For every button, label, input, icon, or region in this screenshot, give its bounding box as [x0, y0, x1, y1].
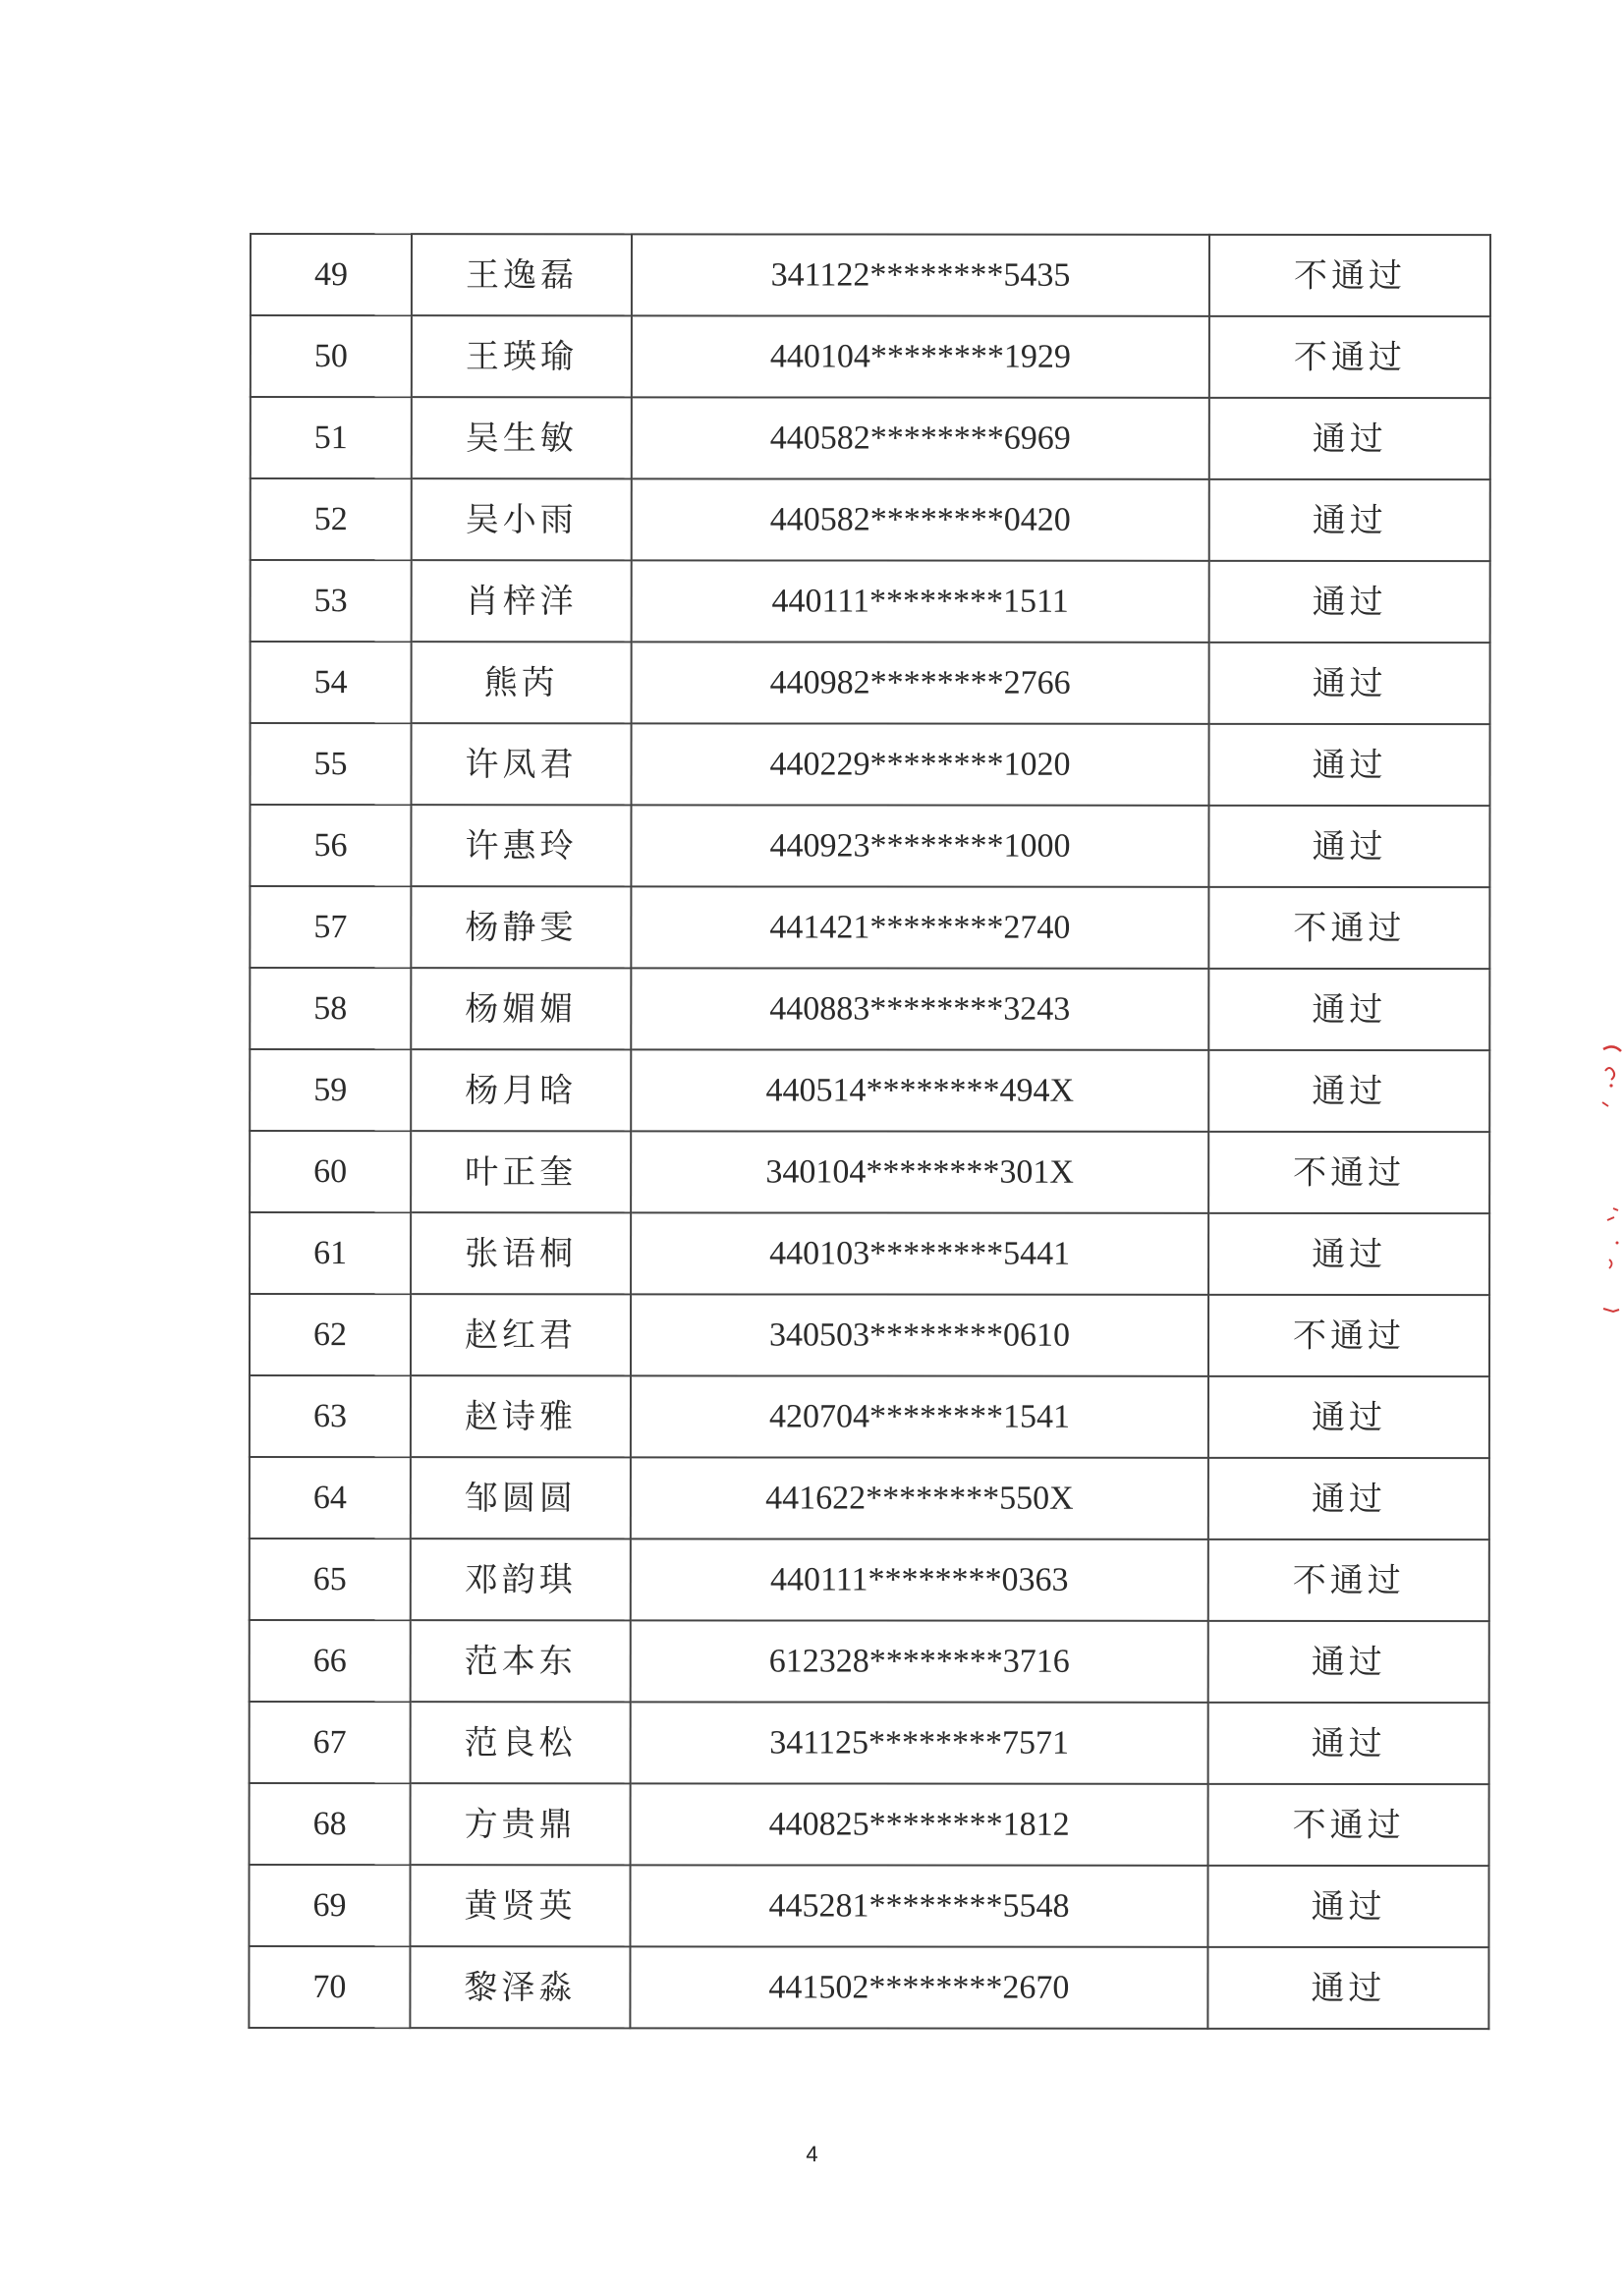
id-number-cell: 420704********1541: [631, 1375, 1208, 1458]
table-row: [250, 1131, 1489, 1213]
id-number-cell: 441622********550X: [631, 1457, 1208, 1539]
id-number-cell: 340104********301X: [631, 1131, 1208, 1213]
id-number-cell: 440982********2766: [632, 642, 1209, 724]
id-number-cell: 441502********2670: [630, 1946, 1207, 2029]
row-number-cell: 51: [251, 397, 412, 478]
table-row: [250, 1049, 1489, 1132]
table-row: [250, 1539, 1489, 1621]
name-cell: 杨月晗: [411, 1049, 631, 1131]
result-cell: 通过: [1208, 969, 1489, 1050]
name-cell: 吴生敏: [412, 397, 632, 478]
name-cell: 熊芮: [412, 642, 632, 723]
name-cell: 黎泽淼: [410, 1946, 630, 2028]
name-cell: 许惠玲: [411, 805, 631, 886]
name-cell: 叶正奎: [411, 1131, 631, 1212]
id-number-cell: 440229********1020: [631, 723, 1208, 806]
table-body: [249, 234, 1490, 2029]
id-number-cell: 612328********3716: [631, 1620, 1208, 1703]
id-number-cell: 441421********2740: [631, 886, 1208, 969]
result-cell: 不通过: [1208, 1295, 1489, 1376]
name-cell: 张语桐: [411, 1212, 631, 1294]
result-cell: 通过: [1209, 479, 1490, 561]
id-number-cell: 440923********1000: [631, 805, 1208, 887]
table-row: [250, 1457, 1489, 1539]
row-number-cell: 61: [250, 1212, 411, 1294]
result-cell: 通过: [1208, 1376, 1489, 1458]
name-cell: 吴小雨: [412, 478, 632, 560]
result-cell: 通过: [1208, 1213, 1489, 1295]
table-row: [249, 1865, 1488, 1947]
result-cell: 不通过: [1208, 1539, 1489, 1621]
table-row: [250, 723, 1489, 806]
result-cell: 通过: [1209, 561, 1490, 643]
id-number-cell: 340503********0610: [631, 1294, 1208, 1376]
name-cell: 方贵鼎: [411, 1783, 631, 1865]
result-cell: 通过: [1208, 1458, 1489, 1539]
table-row: [250, 1212, 1489, 1295]
id-number-cell: 440883********3243: [631, 968, 1208, 1050]
result-cell: 通过: [1209, 398, 1490, 479]
result-cell: 通过: [1208, 1621, 1489, 1703]
id-number-cell: 440514********494X: [631, 1049, 1208, 1132]
table-row: [251, 478, 1490, 561]
result-cell: 不通过: [1208, 1784, 1489, 1866]
name-cell: 邓韵琪: [411, 1539, 631, 1620]
row-number-cell: 54: [251, 642, 412, 723]
id-number-cell: 440111********0363: [631, 1539, 1208, 1621]
row-number-cell: 56: [250, 805, 411, 886]
name-cell: 杨静雯: [411, 886, 631, 968]
table-row: [251, 560, 1490, 643]
table-row: [250, 1702, 1489, 1784]
row-number-cell: 68: [250, 1783, 411, 1865]
table-row: [251, 315, 1490, 398]
id-number-cell: 341122********5435: [632, 234, 1209, 316]
table-row: [251, 234, 1490, 316]
table-row: [251, 397, 1490, 479]
row-number-cell: 60: [250, 1131, 411, 1212]
table-row: [250, 805, 1489, 887]
result-cell: 不通过: [1208, 1132, 1489, 1213]
row-number-cell: 50: [251, 315, 412, 397]
id-number-cell: 440582********6969: [632, 397, 1209, 479]
row-number-cell: 64: [250, 1457, 411, 1539]
name-cell: 赵红君: [411, 1294, 631, 1375]
name-cell: 王瑛瑜: [412, 315, 632, 397]
row-number-cell: 49: [251, 234, 412, 315]
table-row: [250, 1783, 1489, 1866]
row-number-cell: 63: [250, 1375, 411, 1457]
row-number-cell: 53: [251, 560, 412, 642]
row-number-cell: 57: [250, 886, 411, 968]
id-number-cell: 440103********5441: [631, 1212, 1208, 1295]
name-cell: 赵诗雅: [411, 1375, 631, 1457]
result-cell: 通过: [1207, 1947, 1488, 2029]
results-table: [248, 233, 1491, 2030]
id-number-cell: 445281********5548: [630, 1865, 1207, 1947]
id-number-cell: 440582********0420: [632, 478, 1209, 561]
row-number-cell: 69: [249, 1865, 410, 1946]
id-number-cell: 341125********7571: [631, 1702, 1208, 1784]
id-number-cell: 440104********1929: [632, 315, 1209, 398]
name-cell: 许凤君: [411, 723, 631, 805]
result-cell: 通过: [1208, 724, 1489, 806]
result-cell: 通过: [1209, 643, 1490, 724]
row-number-cell: 55: [250, 723, 411, 805]
table-row: [250, 886, 1489, 969]
table-row: [250, 1375, 1489, 1458]
row-number-cell: 59: [250, 1049, 411, 1131]
id-number-cell: 440825********1812: [631, 1783, 1208, 1866]
row-number-cell: 65: [250, 1539, 411, 1620]
name-cell: 范本东: [411, 1620, 631, 1702]
table-row: [249, 1946, 1488, 2029]
row-number-cell: 58: [250, 968, 411, 1049]
table-row: [250, 968, 1489, 1050]
name-cell: 杨媚媚: [411, 968, 631, 1049]
table-row: [250, 1294, 1489, 1376]
result-cell: 不通过: [1208, 887, 1489, 969]
result-cell: 通过: [1207, 1866, 1488, 1947]
name-cell: 邹圆圆: [411, 1457, 631, 1539]
result-cell: 不通过: [1209, 235, 1490, 316]
result-cell: 通过: [1208, 1050, 1489, 1132]
name-cell: 范良松: [411, 1702, 631, 1783]
row-number-cell: 70: [249, 1946, 410, 2028]
row-number-cell: 66: [250, 1620, 411, 1702]
page-number: 4: [806, 2142, 818, 2166]
result-cell: 通过: [1208, 1703, 1489, 1784]
seal-fragment-icon: [1599, 1041, 1624, 1326]
id-number-cell: 440111********1511: [632, 560, 1209, 643]
row-number-cell: 62: [250, 1294, 411, 1375]
name-cell: 肖梓洋: [412, 560, 632, 642]
result-cell: 不通过: [1209, 316, 1490, 398]
result-cell: 通过: [1208, 806, 1489, 887]
name-cell: 黄贤英: [410, 1865, 630, 1946]
name-cell: 王逸磊: [412, 234, 632, 315]
row-number-cell: 67: [250, 1702, 411, 1783]
row-number-cell: 52: [251, 478, 412, 560]
table-row: [250, 1620, 1489, 1703]
table-row: [251, 642, 1490, 724]
